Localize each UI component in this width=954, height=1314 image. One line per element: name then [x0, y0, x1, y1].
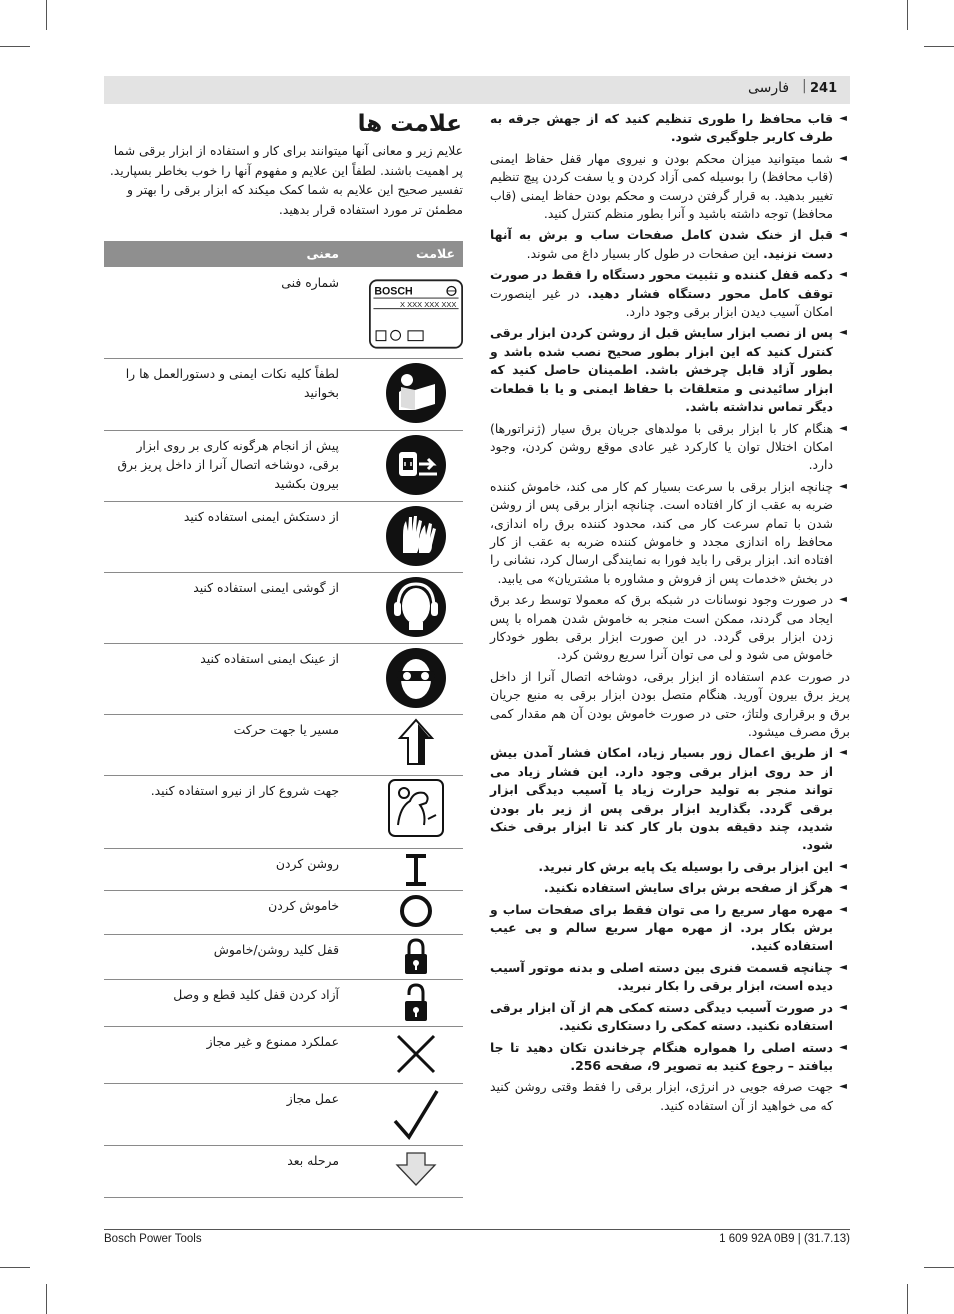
row-meaning: پیش از انجام هرگونه کاری بر روی ابزار برقی، دوشاخه اتصال آنرا از داخل پریز برق بیرون بکشید [117, 438, 339, 491]
row-meaning: عمل مجاز [286, 1091, 339, 1106]
triangle-bullet-icon: ◄ [839, 1041, 847, 1053]
crop-mark [907, 1284, 908, 1314]
table-row [104, 934, 463, 980]
row-meaning: جهت شروع کار از نیرو استفاده کنید. [150, 783, 339, 798]
row-meaning: از گوشی ایمنی استفاده کنید [193, 580, 339, 595]
triangle-bullet-icon: ◄ [839, 961, 847, 973]
footer-rule [104, 1229, 850, 1230]
list-item: ◄ دکمه قفل کننده و تثبیت محور دستگاه را فقط در صورت توقف کامل محور دستگاه فشار دهید. در غیر اینصورت امکان آسیب دیدن ابزار برقی وجود دارد. [490, 267, 847, 320]
triangle-bullet-icon: ◄ [839, 327, 847, 339]
triangle-bullet-icon: ◄ [839, 903, 847, 915]
gloves-icon [369, 505, 463, 567]
ear-protection-icon [369, 576, 463, 638]
page-number: 241 [810, 81, 838, 96]
table-row [104, 572, 463, 644]
column-header-symbol: علامت [415, 246, 455, 261]
page-header-bar [104, 76, 850, 104]
crop-mark [46, 1284, 47, 1314]
list-item: ◄ هنگام کار با ابزار برقی با مولدهای جریان برق سیار (ژنراتورها) امکان اختلال توان یا کارکرد غیر عادی موقع روشن کردن، وجود دارد. [490, 420, 847, 473]
read-manual-icon [369, 362, 463, 424]
forbidden-icon [369, 1030, 463, 1076]
force-direction-icon [369, 779, 463, 837]
list-item: ◄ جهت صرفه جویی در انرژی، ابزار برقی را فقط وقتی روشن کنید که می خواهید از آن استفاده کنید. [490, 1079, 847, 1113]
symbols-table-header [104, 241, 463, 267]
triangle-bullet-icon: ◄ [839, 1081, 847, 1093]
triangle-bullet-icon: ◄ [839, 480, 847, 492]
table-row [104, 1083, 463, 1146]
list-item: ◄ در صورت وجود نوسانات در شبکه برق که معمولا توسط رعد برق ایجاد می گردند، ممکن است منجر به خاموش شدن همراه با پس زدن ابزار برقی گردد. در این صورت ابزار برقی بطور خودکار خاموش می شود و لی می توان آنرا سریع روشن کرد. [490, 592, 847, 663]
footer-brand: Bosch Power Tools [104, 1233, 202, 1245]
safety-instructions [490, 110, 850, 1118]
list-item: ◄ چنانچه ابزار برقی با سرعت بسیار کم کار می کند، خاموش کننده ضربه به عقب از کار افتاده است. چنانچه ابزار برقی پس از روشن شدن با تمام سرعت کار می کند، محدود کننده برق راه اندازی، محافظ راه اندازی مجدد و خاموش کننده ضربه به عقب از کار افتاده اند. ابزار برقی را باید فورا به نمایندگی ارسال کرد، نشانی را در بخش «خدمات پس از فروش و مشاوره با مشتریان» می یابید. [490, 478, 847, 586]
triangle-bullet-icon: ◄ [839, 594, 847, 606]
table-row [104, 714, 463, 776]
triangle-bullet-icon: ◄ [839, 152, 847, 164]
list-item: ◄ دسته اصلی را همواره هنگام چرخاندن تکان دهید تا جا بیافتد – رجوع کنید به تصویر 9، صفحه 256. [490, 1039, 847, 1073]
footer-doc-number: 1 609 92A 0B9 | (31.7.13) [719, 1233, 850, 1245]
on-icon [369, 853, 463, 887]
table-row [104, 979, 463, 1027]
lock-open-icon [369, 983, 463, 1023]
language-label: فارسی [748, 80, 790, 96]
row-meaning: آزاد کردن قفل کلید قطع و وصل [173, 987, 339, 1002]
table-row [104, 890, 463, 935]
row-meaning: از دستکش ایمنی استفاده کنید [183, 509, 339, 524]
row-meaning: قفل کلید روشن/خاموش [213, 942, 339, 957]
direction-arrow-icon [369, 718, 463, 768]
triangle-bullet-icon: ◄ [839, 269, 847, 281]
table-row [104, 501, 463, 573]
crop-mark [0, 46, 30, 47]
triangle-bullet-icon: ◄ [839, 1001, 847, 1013]
list-item: در صورت عدم استفاده از ابزار برقی، دوشاخه اتصال آنرا از داخل پریز برق بیرون آورید. هنگام متصل بودن ابزار برقی به منبع جریان برق و برقراری ولتاژ، حتی در صورت خاموش بودن آن هم مقدار کمی برق مصرف میشود. [490, 668, 850, 739]
off-icon [369, 894, 463, 928]
crop-mark [924, 46, 954, 47]
list-item: ◄ پس از نصب ابزار سایش قبل از روشن کردن ابزار برقی کنترل کنید که این ابزار بطور صحیح نصب شده باشد و بطور آزاد قابل چرخش باشد. اطمینان حاصل کنید که ابزار سائیدنی و متعلقات با حفاظ ایمنی و یا با قطعات دیگر تماس نداشته باشد. [490, 325, 847, 415]
nameplate-icon [369, 275, 463, 353]
crop-mark [46, 0, 47, 30]
list-item: ◄ قاب محافظ را طوری تنظیم کنید که از جهش جرقه به طرف کاربر جلوگیری شود. [490, 111, 847, 145]
list-item: ◄ هرگز از صفحه برش برای سایش استفاده نکنید. [490, 879, 833, 897]
list-item: ◄ در صورت آسیب دیدگی دسته کمکی هم از آن ابزار برقی استفاده نکنید. دسته کمکی را دستکاری نکنید. [490, 999, 847, 1034]
plate-number: X XXX XXX XXX [400, 299, 457, 309]
table-row [104, 1026, 463, 1084]
plate-brand: BOSCH [374, 285, 413, 298]
unplug-icon [369, 434, 463, 496]
triangle-bullet-icon: ◄ [839, 882, 847, 894]
row-meaning: خاموش کردن [268, 898, 339, 913]
list-item: ◄ چنانچه قسمت فنری بین دسته اصلی و بدنه موتور آسیب دیده است، ابزار برقی را بکار نبرید. [490, 959, 847, 994]
row-meaning: مرحله بعد [287, 1153, 339, 1168]
section-title: علامت ها [357, 111, 462, 137]
safety-glasses-icon [369, 647, 463, 709]
next-step-icon [369, 1149, 463, 1187]
lock-closed-icon [369, 938, 463, 976]
header-separator: | [802, 78, 807, 94]
crop-mark [924, 1267, 954, 1268]
triangle-bullet-icon: ◄ [839, 113, 847, 124]
row-meaning: روشن کردن [275, 856, 339, 871]
crop-mark [907, 0, 908, 30]
table-row [104, 1145, 463, 1198]
table-row [104, 267, 463, 359]
column-header-meaning: معنی [306, 246, 339, 261]
allowed-icon [369, 1087, 463, 1141]
table-row [104, 358, 463, 431]
row-meaning: شماره فنی [281, 275, 339, 290]
intro-paragraph: علایم زیر و معانی آنها میتوانند برای کار و استفاده از ابزار برقی شما پر اهمیت باشند. لطفاً این علایم و مفهوم آنها را خوب بخاطر بسپارید. تفسیر صحیح این علایم به شما کمک میکند که ابزار برقی را بهتر و مطمئن تر مورد استفاده قرار بدهید. [109, 143, 463, 217]
list-item: ◄ از طریق اعمال زور بسیار زیاد، امکان فشار آمدن بیش از حد روی ابزار برقی وجود دارد. این فشار زیاد می تواند منجر به تولید حرارت زیاد یا آسیب دیدگی ابزار برقی گردد. بگذارید ابزار برقی پس از زیر بار بودن شدید، چند دقیقه بدون بار کار کند تا ابزار برقی خنک شود. [490, 745, 847, 853]
list-item: ◄ این ابزار برقی را بوسیله یک پایه برش کار نبرید. [490, 858, 833, 876]
triangle-bullet-icon: ◄ [839, 747, 847, 759]
list-item: ◄ شما میتوانید میزان محکم بودن و نیروی مهار قفل حفاظ ایمنی (قاب محافظ) را بوسیله کمی آزاد کردن و یا سفت کردن پیچ تنظیم تغییر بدهید. به قرار گرفتن درست و محکم بودن حفاظ ایمنی (قاب محافظ) توجه داشته باشید و آنرا بطور منظم کنترل کنید. [490, 150, 847, 222]
triangle-bullet-icon: ◄ [839, 229, 847, 241]
row-meaning: از عینک ایمنی استفاده کنید [200, 651, 339, 666]
triangle-bullet-icon: ◄ [839, 422, 847, 434]
table-row [104, 848, 463, 891]
list-item: ◄ مهره مهار سریع را می توان فقط برای صفحات ساب و برش بکار برد. از مهره مهار سریع سالم و بی عیب استفاده کنید. [490, 901, 847, 954]
triangle-bullet-icon: ◄ [839, 860, 847, 872]
crop-mark [0, 1267, 30, 1268]
table-row [104, 643, 463, 715]
row-meaning: عملکرد ممنوع و غیر مجاز [206, 1034, 339, 1049]
table-row [104, 430, 463, 502]
list-item: ◄ قبل از خنک شدن کامل صفحات ساب و برش به آنها دست نزنید. این صفحات در طول کار بسیار داغ می شوند. [490, 227, 847, 261]
row-meaning: لطفاً کلیه نکات ایمنی و دستورالعمل ها را بخوانید [125, 366, 339, 400]
table-row [104, 775, 463, 849]
row-meaning: مسیر یا جهت حرکت [233, 722, 339, 737]
